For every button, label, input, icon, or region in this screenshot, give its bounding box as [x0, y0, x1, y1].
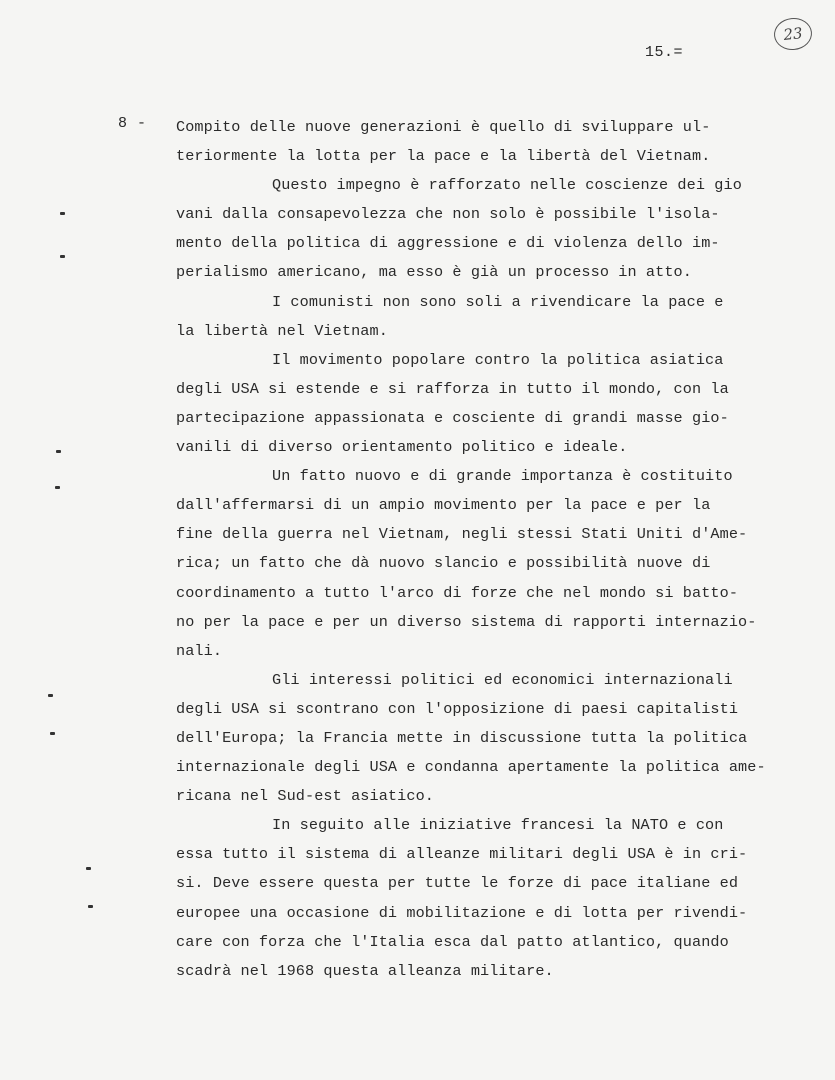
text-line: nali. — [176, 641, 223, 660]
margin-mark — [56, 450, 61, 453]
text-line: vanili di diverso orientamento politico e ideale. — [176, 438, 628, 457]
text-line: coordinamento a tutto l'arco di forze che nel mondo si batto- — [176, 583, 739, 602]
text-line: europee una occasione di mobilitazione e di lotta per rivendi- — [176, 903, 748, 922]
body-text — [176, 113, 796, 986]
text-line: fine della guerra nel Vietnam, negli stessi Stati Uniti d'Ame- — [176, 525, 748, 544]
margin-mark — [60, 255, 65, 258]
text-line: rica; un fatto che dà nuovo slancio e possibilità nuove di — [176, 554, 711, 573]
text-line: Compito delle nuove generazioni è quello di sviluppare ul- — [176, 118, 711, 136]
text-line: partecipazione appassionata e cosciente di grandi masse gio- — [176, 408, 729, 427]
text-line: care con forza che l'Italia esca dal patto atlantico, quando — [176, 932, 729, 951]
text-line: In seguito alle iniziative francesi la NATO e con — [272, 816, 724, 835]
text-line: I comunisti non sono soli a rivendicare la pace e — [272, 292, 724, 311]
margin-mark — [50, 732, 55, 735]
margin-mark — [60, 212, 65, 215]
text-line: vani dalla consapevolezza che non solo è possibile l'isola- — [176, 205, 720, 224]
text-line: perialismo americano, ma esso è già un processo in atto. — [176, 263, 692, 282]
text-line: ricana nel Sud-est asiatico. — [176, 787, 434, 806]
margin-mark — [88, 905, 93, 908]
text-line: degli USA si scontrano con l'opposizione di paesi capitalisti — [176, 699, 739, 718]
text-line: Un fatto nuovo e di grande importanza è costituito — [272, 467, 733, 486]
archive-stamp-number: 23 — [782, 24, 804, 44]
text-line: la libertà nel Vietnam. — [176, 321, 388, 340]
text-line: degli USA si estende e si rafforza in tutto il mondo, con la — [176, 379, 729, 398]
text-line: mento della politica di aggressione e di violenza dello im- — [176, 234, 720, 253]
section-number: 8 - — [118, 115, 147, 132]
text-line: dell'Europa; la Francia mette in discussione tutta la politica — [176, 728, 748, 747]
text-line: essa tutto il sistema di alleanze militari degli USA è in cri- — [176, 845, 748, 864]
text-line: Gli interessi politici ed economici internazionali — [272, 670, 733, 689]
text-line: no per la pace e per un diverso sistema di rapporti internazio- — [176, 612, 757, 631]
archive-stamp — [772, 16, 813, 52]
text-line: dall'affermarsi di un ampio movimento per la pace e per la — [176, 496, 711, 515]
margin-mark — [86, 867, 91, 870]
text-line: teriormente la lotta per la pace e la libertà del Vietnam. — [176, 147, 711, 166]
page-number: 15.= — [645, 44, 684, 61]
text-line: scadrà nel 1968 questa alleanza militare. — [176, 961, 554, 980]
text-line: Questo impegno è rafforzato nelle coscienze dei gio — [272, 176, 742, 195]
margin-mark — [48, 694, 53, 697]
margin-mark — [55, 486, 60, 489]
text-line: internazionale degli USA e condanna apertamente la politica ame- — [176, 758, 766, 777]
text-line: si. Deve essere questa per tutte le forze di pace italiane ed — [176, 874, 739, 893]
text-line: Il movimento popolare contro la politica asiatica — [272, 350, 724, 369]
